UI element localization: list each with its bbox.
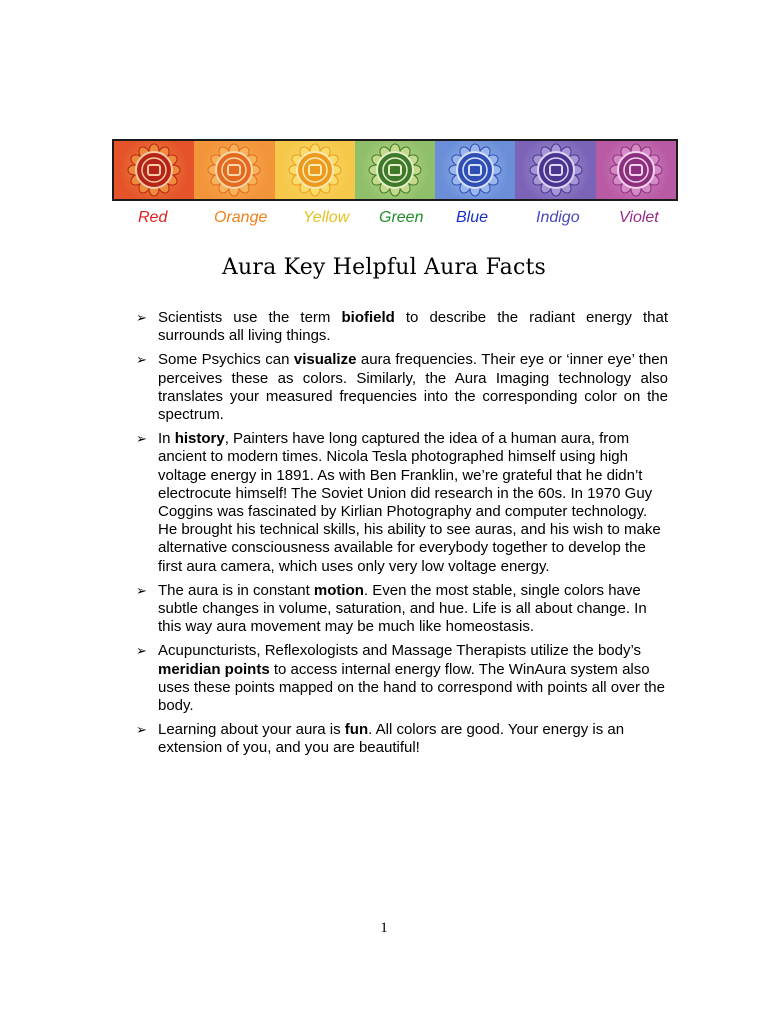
fact-text: to access internal energy flow. The WinAura system also uses these points mapped on the hand to correspond with points all over the body. [158,660,665,715]
heart-chakra-icon [368,143,422,197]
crown-chakra-tile [596,141,676,199]
color-label-orange: Orange [214,209,268,226]
fact-keyword: history [174,430,225,448]
color-labels-row [112,209,678,233]
chakra-color-strip [112,139,678,201]
fact-text: . Even the most stable, single colors have subtle changes in volume, saturation, and hue. Life is all about change. In this way aura movement may be much like homeostasis. [158,581,647,636]
root-chakra-icon [127,143,181,197]
third-eye-chakra-icon [529,143,583,197]
arrow-bullet-icon: ➢ [136,352,147,368]
solar-plexus-chakra-icon [288,143,342,197]
fact-text: Acupuncturists, Reflexologists and Massage Therapists utilize the body’s [158,642,642,660]
arrow-bullet-icon: ➢ [136,722,147,738]
fact-text: Scientists use the term [158,309,342,326]
page-title: Aura Key Helpful Aura Facts [221,255,547,280]
fact-text: aura frequencies. Their eye or ‘inner eye’ then perceives these as colors. Similarly, the Aura Imaging technology also translates your measured frequencies into the corresponding color on the spectrum. [158,351,668,424]
throat-chakra-icon [448,143,502,197]
fact-keyword: meridian points [158,660,270,678]
sacral-chakra-icon [207,143,261,197]
fact-keyword: motion [313,581,364,599]
fact-text: In [158,430,175,448]
arrow-bullet-icon: ➢ [136,582,147,598]
fact-item [136,582,668,637]
fact-item [136,430,668,576]
arrow-bullet-icon: ➢ [136,431,147,447]
fact-text: . All colors are good. Your energy is an extension of you, and you are beautiful! [158,721,625,757]
color-label-indigo: Indigo [536,209,580,226]
throat-chakra-tile [435,141,515,199]
color-label-yellow: Yellow [303,209,350,226]
color-label-red: Red [138,209,168,226]
fact-keyword: visualize [293,351,357,369]
arrow-bullet-icon: ➢ [136,643,147,659]
color-label-green: Green [379,209,424,226]
fact-text: Some Psychics can [158,351,294,369]
fact-text: to describe the radiant energy that surrounds all living things. [158,309,668,345]
arrow-bullet-icon: ➢ [136,310,147,325]
sacral-chakra-tile [194,141,274,199]
fact-keyword: fun [344,721,369,739]
fact-keyword: biofield [341,309,395,326]
root-chakra-tile [114,141,194,199]
heart-chakra-tile [355,141,435,199]
fact-text: The aura is in constant [158,581,314,599]
fact-text: , Painters have long captured the idea of a human aura, from ancient to modern times. Nicola Tesla photographed himself using high voltage energy in 1891. As with Ben Franklin, we’re grateful that he didn’t electrocute himself! The Soviet Union did research in the 60s. In 1970 Guy Coggins was fascinated by Kirlian Photography and computer technology. He brought his technical skills, his ability to see auras, and his wish to make alternative consciousness available for everybody together to develop the first aura camera, which uses only very low voltage energy. [158,430,661,575]
crown-chakra-icon [609,143,663,197]
fact-item [136,309,668,345]
fact-text: Learning about your aura is [158,721,345,739]
fact-item [136,351,668,424]
fact-item [136,721,668,757]
third-eye-chakra-tile [515,141,595,199]
color-label-violet: Violet [619,209,659,226]
facts-list [136,309,668,764]
color-label-blue: Blue [456,209,489,226]
fact-item [136,642,668,715]
page-number: 1 [380,920,388,936]
solar-plexus-chakra-tile [275,141,355,199]
